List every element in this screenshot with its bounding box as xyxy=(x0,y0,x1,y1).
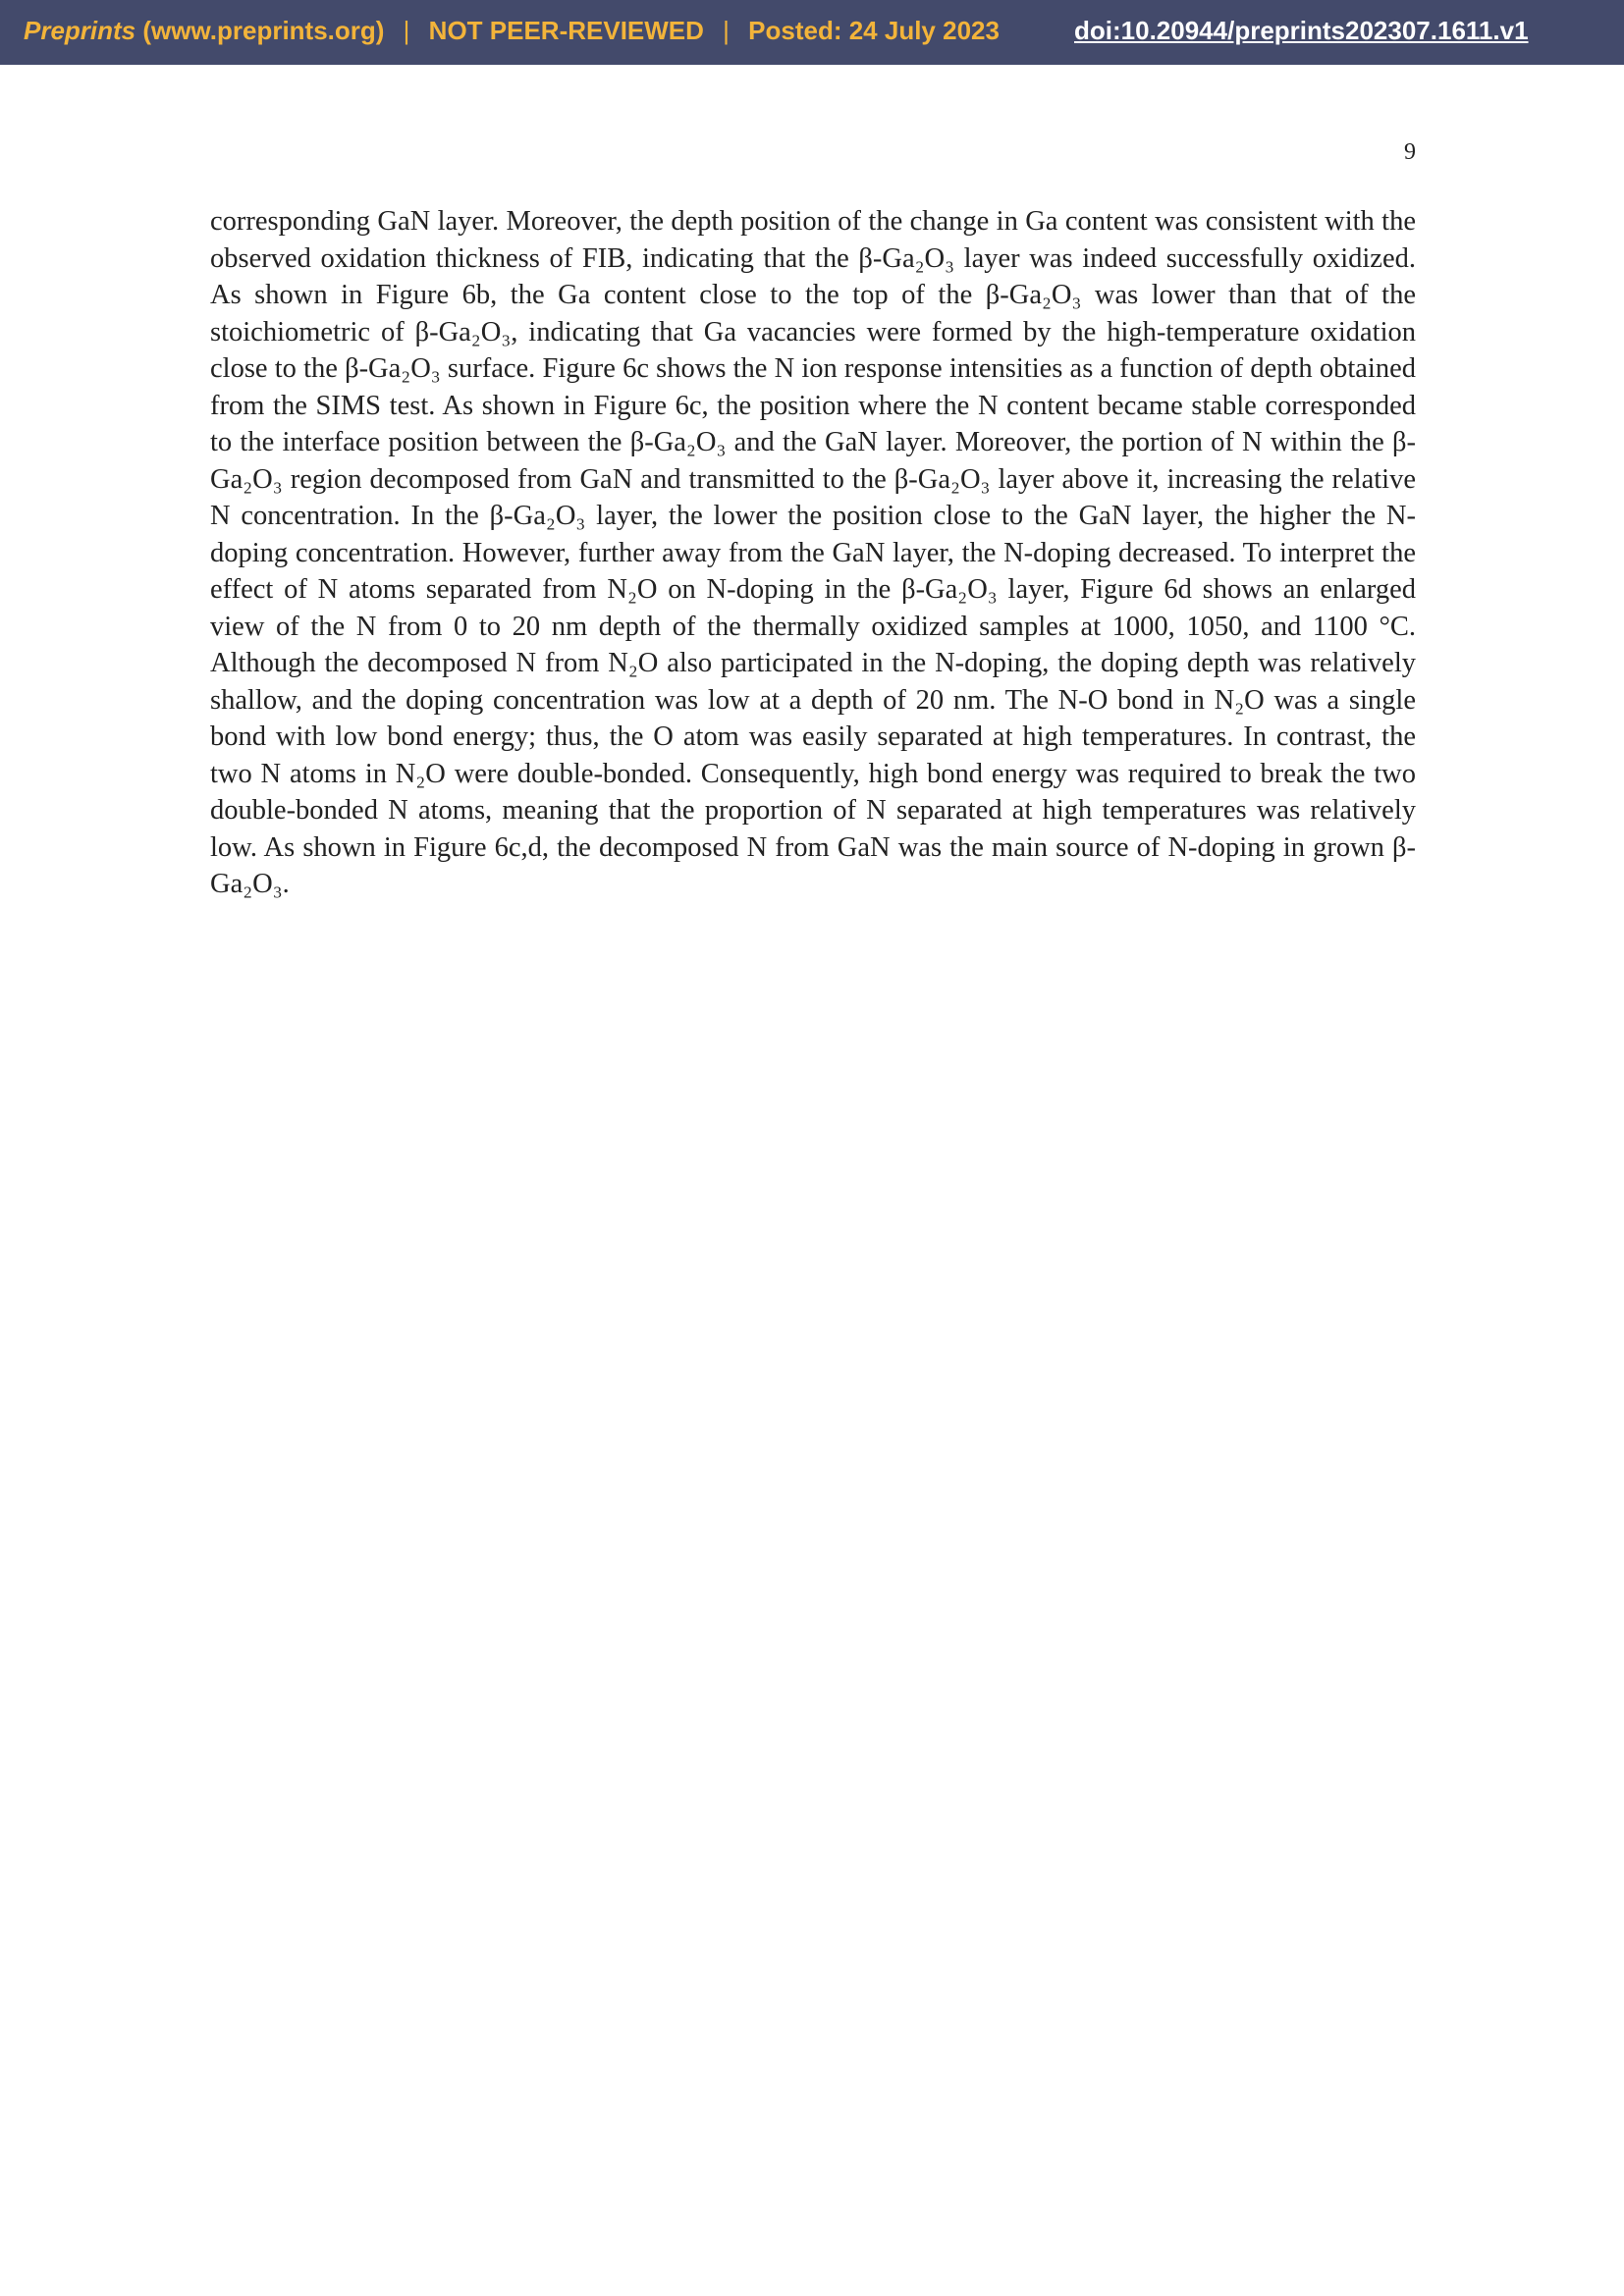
banner-brand: Preprints xyxy=(24,16,136,45)
banner-separator: | xyxy=(723,16,730,45)
doi-link[interactable]: doi:10.20944/preprints202307.1611.v1 xyxy=(1074,16,1529,45)
page-number: 9 xyxy=(1404,139,1416,165)
banner-url[interactable]: (www.preprints.org) xyxy=(142,16,385,45)
body-paragraph: corresponding GaN layer. Moreover, the depth position of the change in Ga content was consistent with the observed oxidation thickness of FIB, indicating that the β-Ga₂O₃ layer was indeed successfully oxidized. As shown in Figure 6b, the Ga content close to the top of the β-Ga₂O₃ was lower than that of the stoichiometric of β-Ga₂O₃, indicating that Ga vacancies were formed by the high-temperature oxidation close to the β-Ga₂O₃ surface. Figure 6c shows the N ion response intensities as a function of depth obtained from the SIMS test. As shown in Figure 6c, the position where the N content became stable corresponded to the interface position between the β-Ga₂O₃ and the GaN layer. Moreover, the portion of N within the β-Ga₂O₃ region decomposed from GaN and transmitted to the β-Ga₂O₃ layer above it, increasing the relative N concentration. In the β-Ga₂O₃ layer, the lower the position close to the GaN layer, the higher the N-doping concentration. However, further away from the GaN layer, the N-doping decreased. To interpret the effect of N atoms separated from N₂O on N-doping in the β-Ga₂O₃ layer, Figure 6d shows an enlarged view of the N from 0 to 20 nm depth of the thermally oxidized samples at 1000, 1050, and 1100 °C. Although the decomposed N from N₂O also participated in the N-doping, the doping depth was relatively shallow, and the doping concentration was low at a depth of 20 nm. The N-O bond in N₂O was a single bond with low bond energy; thus, the O atom was easily separated at high temperatures. In contrast, the two N atoms in N₂O were double-bonded. Consequently, high bond energy was required to break the two double-bonded N atoms, meaning that the proportion of N separated at high temperatures was relatively low. As shown in Figure 6c,d, the decomposed N from GaN was the main source of N-doping in grown β-Ga₂O₃. xyxy=(210,206,1416,899)
banner-separator: | xyxy=(403,16,410,45)
banner-status: NOT PEER-REVIEWED xyxy=(428,16,704,45)
banner-info xyxy=(24,16,1000,46)
preprint-banner xyxy=(0,0,1624,65)
banner-posted-date: Posted: 24 July 2023 xyxy=(748,16,1000,45)
